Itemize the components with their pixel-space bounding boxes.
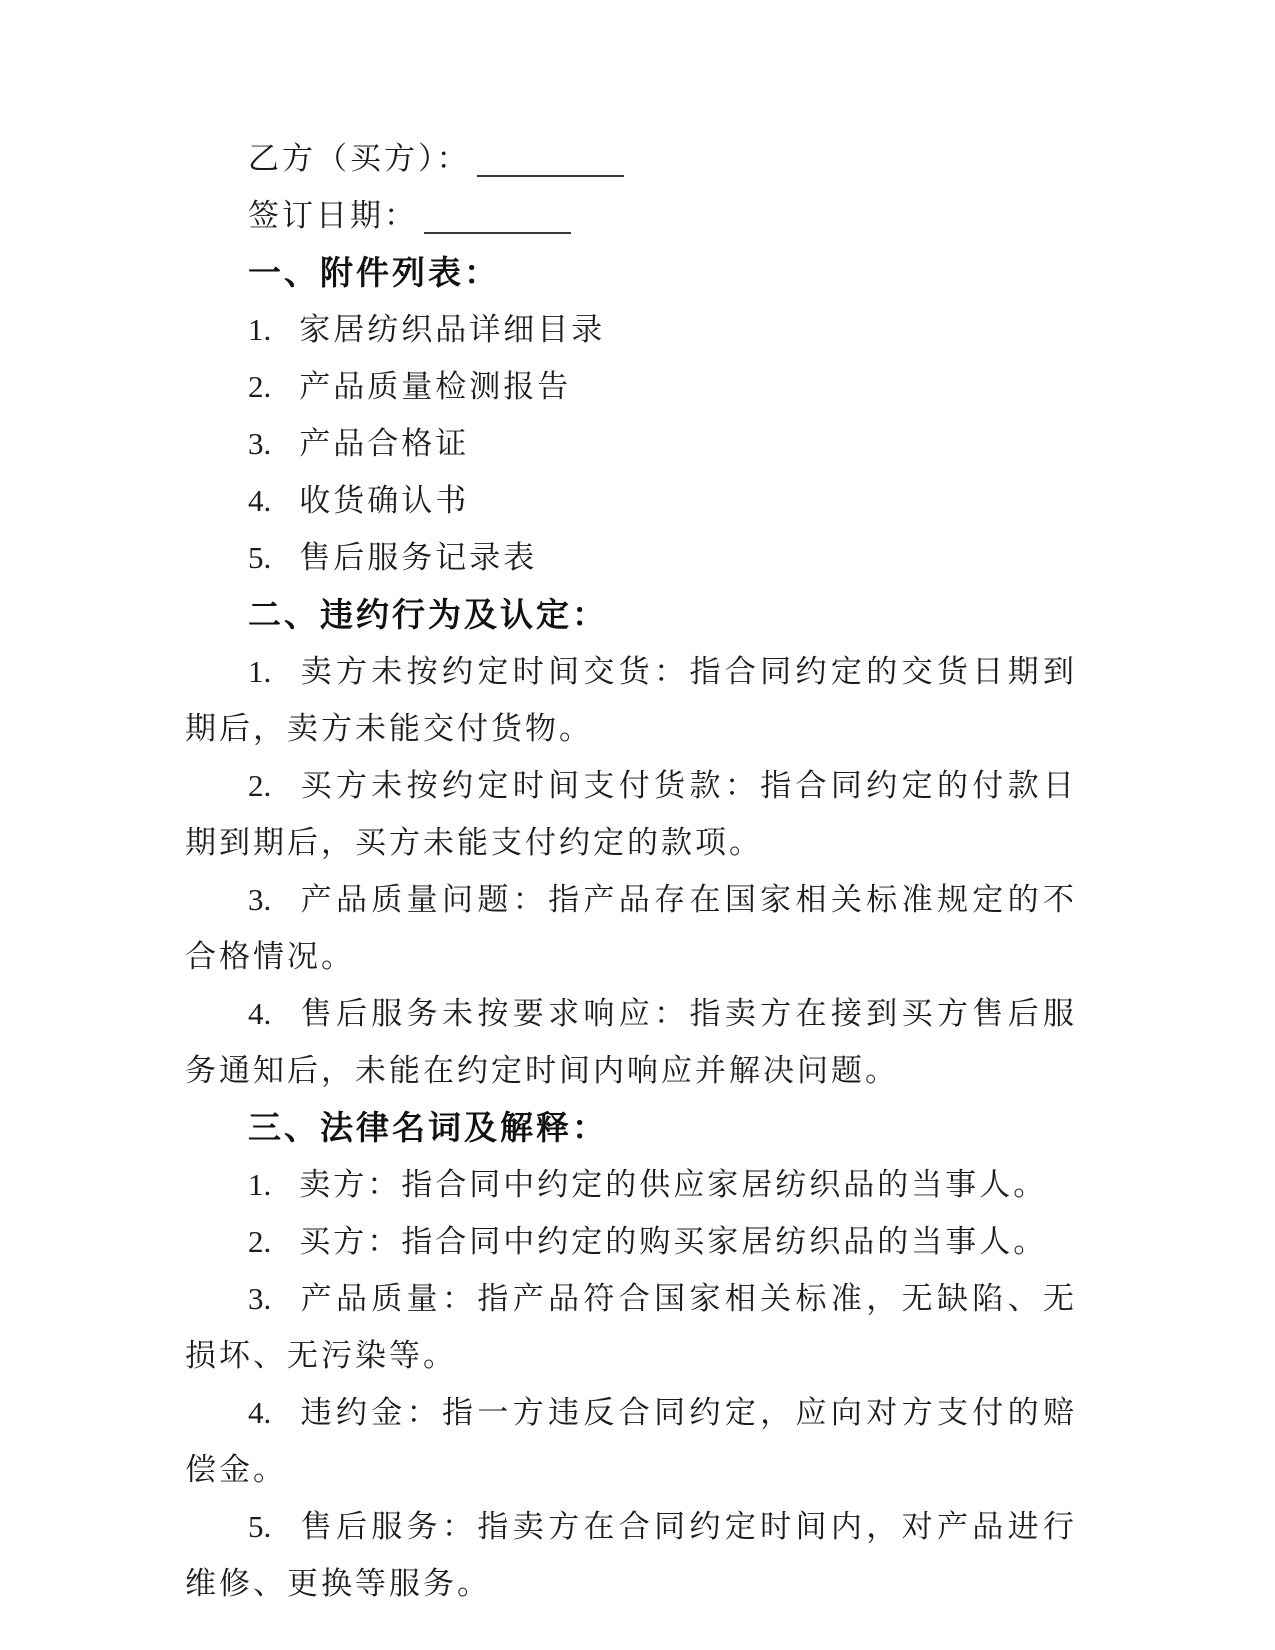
section-heading-legal-terms: 三、法律名词及解释： <box>248 1109 608 1146</box>
item-text: 售后服务记录表 <box>299 540 538 575</box>
item-text: 卖方未按约定时间交货：指合同约定的交货日期到期后，卖方未能交付货物。 <box>185 654 1077 746</box>
list-item <box>185 757 1077 871</box>
item-number: 3. <box>248 426 272 461</box>
item-number: 4. <box>248 996 272 1031</box>
list-item <box>185 1213 1077 1270</box>
list-item <box>185 1498 1077 1612</box>
item-number: 5. <box>248 1509 272 1544</box>
item-number: 4. <box>248 1395 272 1430</box>
list-item <box>185 301 1077 358</box>
section-heading-attachments: 一、附件列表： <box>248 254 500 291</box>
item-text: 卖方：指合同中约定的供应家居纺织品的当事人。 <box>299 1167 1048 1202</box>
item-text: 买方未按约定时间支付货款：指合同约定的付款日期到期后，买方未能支付约定的款项。 <box>185 768 1077 860</box>
party-b-line <box>185 130 1077 187</box>
sign-date-blank-field[interactable] <box>424 202 571 234</box>
item-text: 收货确认书 <box>299 483 470 518</box>
list-item <box>185 415 1077 472</box>
item-text: 买方：指合同中约定的购买家居纺织品的当事人。 <box>299 1224 1048 1259</box>
item-text: 产品质量：指产品符合国家相关标准，无缺陷、无损坏、无污染等。 <box>185 1281 1077 1373</box>
list-item <box>185 985 1077 1099</box>
item-number: 2. <box>248 768 272 803</box>
list-item <box>185 643 1077 757</box>
item-number: 2. <box>248 1224 272 1259</box>
item-number: 3. <box>248 882 272 917</box>
item-number: 1. <box>248 1167 272 1202</box>
section-heading-breach: 二、违约行为及认定： <box>248 596 608 633</box>
item-number: 1. <box>248 654 272 689</box>
item-number: 2. <box>248 369 272 404</box>
list-item <box>185 529 1077 586</box>
item-text: 售后服务未按要求响应：指卖方在接到买方售后服务通知后，未能在约定时间内响应并解决问题。 <box>185 996 1077 1088</box>
sign-date-label: 签订日期： <box>248 198 418 233</box>
list-item <box>185 472 1077 529</box>
list-item <box>185 1156 1077 1213</box>
item-number: 5. <box>248 540 272 575</box>
list-item <box>185 1384 1077 1498</box>
item-number: 3. <box>248 1281 272 1316</box>
item-text: 售后服务：指卖方在合同约定时间内，对产品进行维修、更换等服务。 <box>185 1509 1077 1601</box>
item-text: 违约金：指一方违反合同约定，应向对方支付的赔偿金。 <box>185 1395 1077 1487</box>
list-item <box>185 1270 1077 1384</box>
item-text: 产品合格证 <box>299 426 470 461</box>
sign-date-line <box>185 187 1077 244</box>
item-text: 产品质量检测报告 <box>299 369 572 404</box>
party-b-label: 乙方（买方）： <box>248 141 471 176</box>
list-item <box>185 358 1077 415</box>
list-item <box>185 871 1077 985</box>
item-number: 4. <box>248 483 272 518</box>
party-b-blank-field[interactable] <box>477 145 624 177</box>
item-number: 1. <box>248 312 272 347</box>
item-text: 家居纺织品详细目录 <box>299 312 606 347</box>
item-text: 产品质量问题：指产品存在国家相关标准规定的不合格情况。 <box>185 882 1077 974</box>
